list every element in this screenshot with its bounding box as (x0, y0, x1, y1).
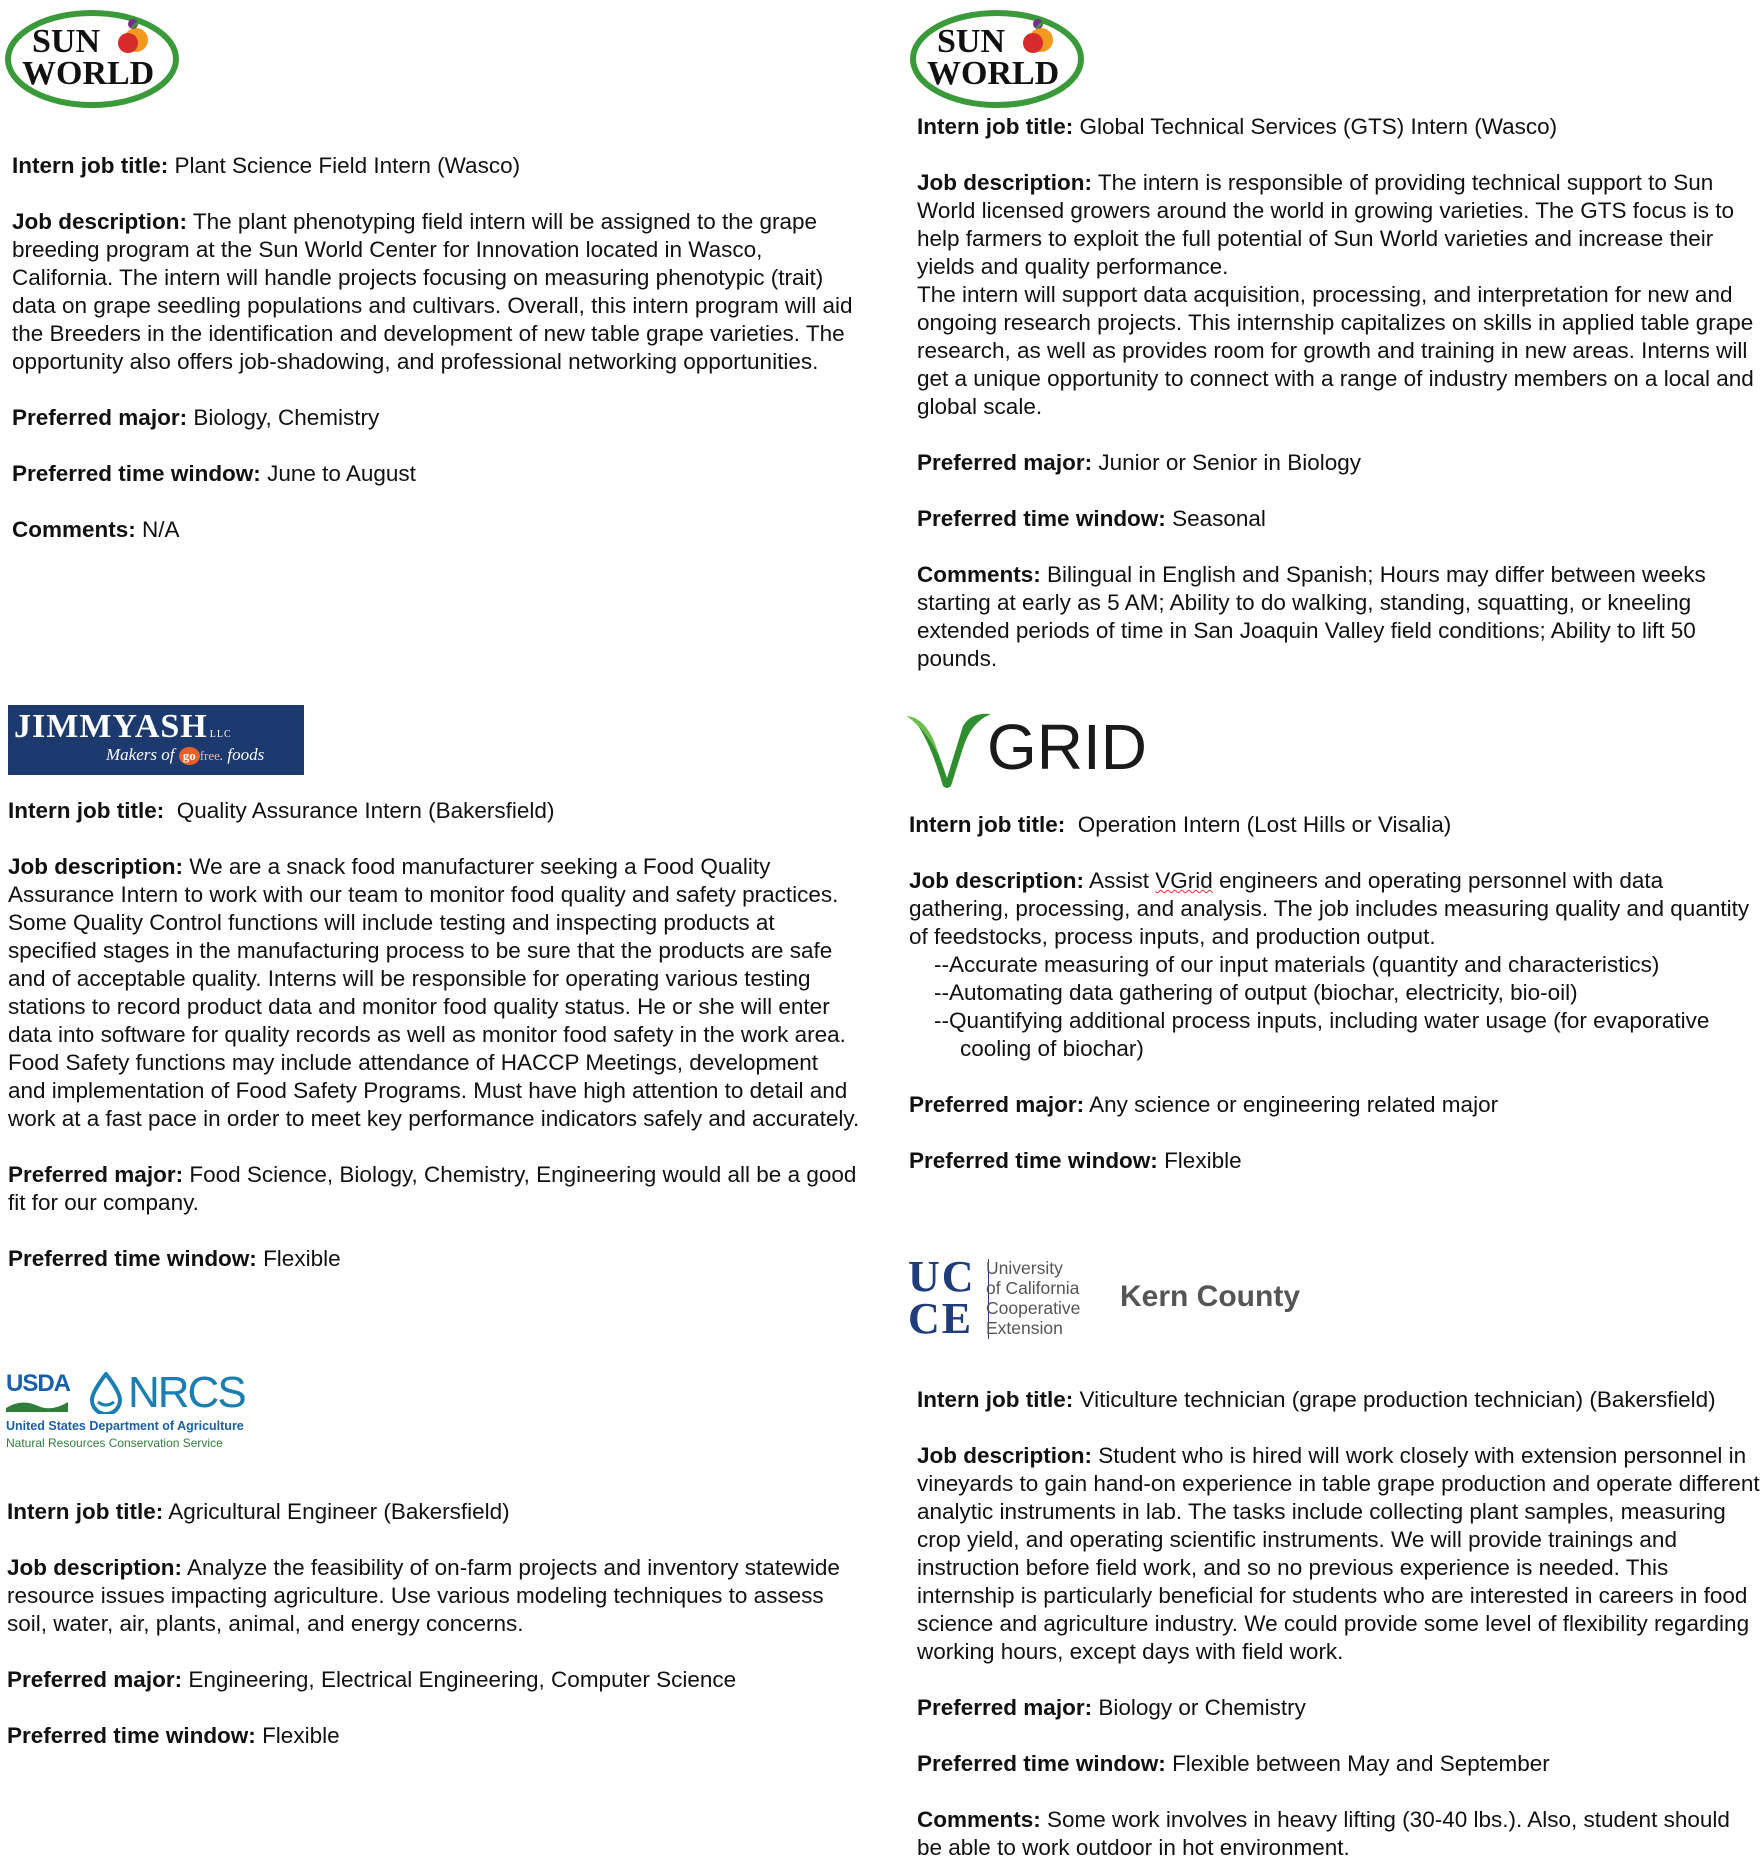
job-description: The plant phenotyping field intern will be assigned to the grape breeding program at the Sun World Center for Innovation located in Wasco, California. The intern will handle projects focusing on measuring phenotypic (trait) data on grape seedling populations and cultivars. Overall, this intern program will aid the Breeders in the identification and development of new table grape varieties. The opportunity also offers job-shadowing, and professional networking opportunities. (12, 209, 853, 374)
vgrid-v-mark (905, 708, 993, 790)
usda-nrcs-logo (6, 1368, 306, 1452)
job-title-label: Intern job title: (917, 1387, 1074, 1412)
ucce-kern-county-logo (906, 1252, 1306, 1343)
job-title-label: Intern job title: (12, 153, 169, 178)
nrcs-text: NRCS (128, 1368, 245, 1417)
gofree-free: free (199, 748, 220, 763)
job-description: Student who is hired will work closely with extension personnel in vineyards to gain hand-on experience in table grape production and operate different analytic instruments in lab. The tasks include collecting plant samples, measuring crop yield, and operating scientific instruments. We will provide trainings and instruction before field work, and so no previous experience is needed. This internship is particularly beneficial for students who are interested in careers in food science and agriculture industry. We could provide some level of flexibility regarding working hours, except days with field work. (917, 1443, 1760, 1664)
job-title: Viticulture technician (grape production technician) (Bakersfield) (1079, 1387, 1716, 1412)
task-bullet: --Quantifying additional process inputs, including water usage (for evaporative cooling of biochar) (934, 1008, 1710, 1061)
comments-label: Comments: (917, 1807, 1041, 1832)
preferred-major: Engineering, Electrical Engineering, Computer Science (188, 1667, 737, 1692)
task-bullet: --Automating data gathering of output (biochar, electricity, bio-oil) (934, 980, 1578, 1005)
job-description: We are a snack food manufacturer seeking a Food Quality Assurance Intern to work with our team to monitor food quality and safety practices. Some Quality Control functions will include testing and inspecting products at specified stages in the manufacturing process to be sure that the products are safe and of acceptable quality. Interns will be responsible for operating various testing stations to record product data and monitor food quality status. He or she will enter data into software for quality records as well as monitor food safety in the work area. Food Safety functions may include attendance of HACCP Meetings, development and implementation of Food Safety Programs. Must have high attention to detail and work at a fast pace in order to meet key performance indicators safely and accurately. (8, 854, 860, 1131)
job-card-usda-nrcs (7, 1498, 860, 1750)
usda-hills-mark (6, 1398, 68, 1412)
job-title-label: Intern job title: (7, 1499, 164, 1524)
water-drop-icon (86, 1372, 126, 1414)
preferred-major-label: Preferred major: (12, 405, 188, 430)
preferred-time: Flexible (1164, 1148, 1242, 1173)
preferred-time: Flexible (262, 1723, 340, 1748)
task-bullet: --Accurate measuring of our input materials (quantity and characteristics) (934, 952, 1660, 977)
preferred-time: Flexible between May and September (1172, 1751, 1550, 1776)
job-description-continued: The intern will support data acquisition, processing, and interpretation for new and ongoing research projects. This internship capitalizes on skills in applied table grape research, as well as provides room for growth and training in new areas. Interns will get a unique opportunity to connect with a range of industry members on a local and global scale. (917, 282, 1754, 419)
nrcs-service-name: Natural Resources Conservation Service (6, 1436, 223, 1450)
gofree-badge (179, 747, 200, 765)
job-description: Analyze the feasibility of on-farm projects and inventory statewide resource issues impacting agriculture. Use various modeling techniques to assess soil, water, air, plants, animal, and energy concerns. (7, 1555, 840, 1636)
preferred-major-label: Preferred major: (917, 1695, 1093, 1720)
ucce-line-2: of California (986, 1278, 1080, 1298)
job-description-pre: Assist (1089, 868, 1156, 893)
job-title-label: Intern job title: (917, 114, 1074, 139)
sun-world-text-sun: SUN (937, 23, 1006, 60)
job-title: Plant Science Field Intern (Wasco) (174, 153, 521, 178)
job-card-jimmy-ash (8, 797, 860, 1273)
preferred-major: Biology, Chemistry (193, 405, 380, 430)
ucce-line-4: Extension (986, 1318, 1063, 1338)
sun-world-logo (909, 4, 1087, 110)
job-card-vgrid (909, 811, 1760, 1175)
jimmy-ash-tagline-post: foods (227, 745, 265, 764)
comments-label: Comments: (12, 517, 136, 542)
sun-world-text-sun: SUN (32, 23, 101, 60)
jimmy-ash-tagline-pre: Makers of (106, 745, 175, 764)
job-description-label: Job description: (12, 209, 188, 234)
preferred-major: Biology or Chemistry (1098, 1695, 1306, 1720)
job-description-label: Job description: (7, 1555, 183, 1580)
jimmy-ash-suffix: LLC (209, 729, 232, 740)
job-card-sunworld-plant-science (12, 152, 862, 544)
sun-world-text-world: WORLD (927, 55, 1060, 92)
preferred-major-label: Preferred major: (909, 1092, 1085, 1117)
job-description-post: engineers and operating personnel with data gathering, processing, and analysis. The job includes measuring quality and quantity of feedstocks, process inputs, and production output. (909, 868, 1750, 949)
job-description-label: Job description: (917, 170, 1093, 195)
preferred-major-label: Preferred major: (7, 1667, 183, 1692)
preferred-major-label: Preferred major: (917, 450, 1093, 475)
job-title-label: Intern job title: (909, 812, 1066, 837)
job-description-label: Job description: (909, 868, 1085, 893)
vgrid-logo (905, 708, 1165, 790)
comments: Some work involves in heavy lifting (30-40 lbs.). Also, student should be able to work outdoor in hot environment. (917, 1807, 1730, 1860)
preferred-time-label: Preferred time window: (917, 506, 1166, 531)
job-title: Global Technical Services (GTS) Intern (Wasco) (1079, 114, 1558, 139)
gofree-go: go (182, 748, 196, 763)
ucce-ce-text: CE (908, 1294, 974, 1343)
preferred-time-label: Preferred time window: (8, 1246, 257, 1271)
ucce-line-1: University (986, 1258, 1063, 1278)
sun-world-logo (4, 4, 182, 110)
preferred-major: Food Science, Biology, Chemistry, Engineering would all be a good fit for our company. (8, 1162, 857, 1215)
job-title: Agricultural Engineer (Bakersfield) (168, 1499, 510, 1524)
comments: Bilingual in English and Spanish; Hours may differ between weeks starting at early as 5 AM; Ability to do walking, standing, squatting, or kneeling extended periods of time in San Joaquin Valley field conditions; Ability to lift 50 pounds. (917, 562, 1706, 671)
job-description-label: Job description: (917, 1443, 1093, 1468)
usda-text: USDA (6, 1370, 71, 1397)
job-title: Quality Assurance Intern (Bakersfield) (176, 798, 555, 823)
preferred-time-label: Preferred time window: (909, 1148, 1158, 1173)
usda-department-name: United States Department of Agriculture (6, 1419, 244, 1433)
job-card-ucce-kern (917, 1386, 1760, 1862)
preferred-major-label: Preferred major: (8, 1162, 184, 1187)
preferred-time-label: Preferred time window: (917, 1751, 1166, 1776)
job-description-label: Job description: (8, 854, 184, 879)
job-title: Operation Intern (Lost Hills or Visalia) (1077, 812, 1452, 837)
jimmy-ash-name: JIMMYASH (14, 708, 208, 745)
jimmy-ash-logo: JIMMYASH LLC Makers of go free. foods (8, 705, 304, 775)
job-card-sunworld-gts (917, 113, 1760, 673)
vgrid-brand-word: VGrid (1155, 868, 1213, 893)
ucce-line-3: Cooperative (986, 1298, 1081, 1318)
vgrid-logo-text: GRID (987, 711, 1147, 783)
comments-label: Comments: (917, 562, 1041, 587)
job-title-label: Intern job title: (8, 798, 165, 823)
ucce-uc-text: UC (908, 1252, 976, 1301)
preferred-time: Flexible (263, 1246, 341, 1271)
preferred-major: Any science or engineering related major (1089, 1092, 1499, 1117)
comments: N/A (142, 517, 180, 542)
preferred-time-label: Preferred time window: (12, 461, 261, 486)
preferred-major: Junior or Senior in Biology (1098, 450, 1361, 475)
sun-world-text-world: WORLD (22, 55, 155, 92)
preferred-time: June to August (267, 461, 416, 486)
job-description: The intern is responsible of providing technical support to Sun World licensed growers around the world in growing varieties. The GTS focus is to help farmers to exploit the full potential of Sun World varieties and increase their yields and quality performance. (917, 170, 1735, 279)
preferred-time: Seasonal (1172, 506, 1266, 531)
preferred-time-label: Preferred time window: (7, 1723, 256, 1748)
ucce-county-name: Kern County (1120, 1280, 1300, 1313)
